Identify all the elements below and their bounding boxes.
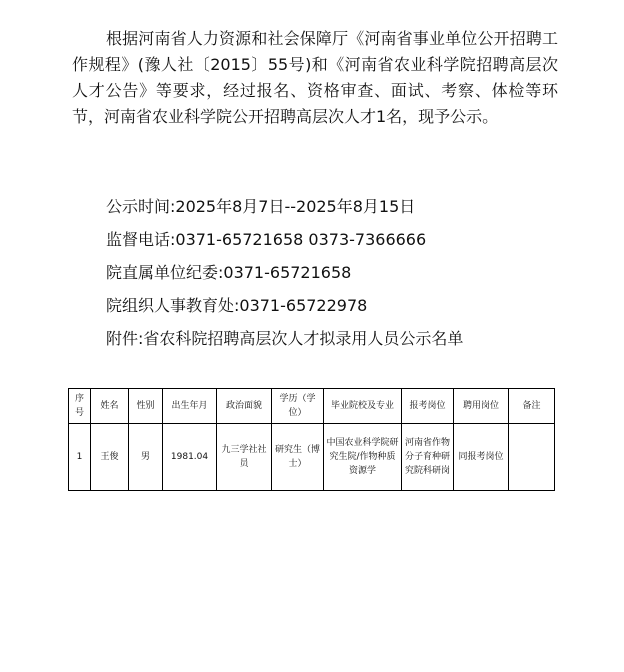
header-cell: 出生年月 <box>163 389 217 424</box>
header-cell: 聘用岗位 <box>454 389 509 424</box>
header-cell: 报考岗位 <box>402 389 454 424</box>
header-cell: 备注 <box>509 389 555 424</box>
table-header-row <box>69 389 555 424</box>
header-cell: 性别 <box>129 389 163 424</box>
header-cell: 学历（学位） <box>272 389 324 424</box>
intro-paragraph: 根据河南省人力资源和社会保障厅《河南省事业单位公开招聘工作规程》(豫人社〔2015〕55号)和《河南省农业科学院招聘高层次人才公告》等要求，经过报名、资格审查、面试、考察、体检等环节，河南省农业科学院公开招聘高层次人才1名，现予公示。 <box>72 29 558 126</box>
table-cell: 研究生（博士） <box>272 424 324 491</box>
announcement-time: 公示时间:2025年8月7日--2025年8月15日 <box>106 197 416 216</box>
table-cell: 同报考岗位 <box>454 424 509 491</box>
table-row <box>69 424 555 491</box>
table-cell: 1981.04 <box>163 424 217 491</box>
header-cell: 政治面貌 <box>217 389 272 424</box>
discipline-committee-phone: 院直属单位纪委:0371-65721658 <box>106 263 352 282</box>
table-cell <box>509 424 555 491</box>
table-cell: 河南省作物分子育种研究院科研岗 <box>402 424 454 491</box>
header-cell: 毕业院校及专业 <box>324 389 402 424</box>
hr-office-phone: 院组织人事教育处:0371-65722978 <box>106 296 368 315</box>
supervision-phone: 监督电话:0371-65721658 0373-7366666 <box>106 230 427 249</box>
table-cell: 1 <box>69 424 91 491</box>
table-cell: 九三学社社员 <box>217 424 272 491</box>
table-cell: 中国农业科学院研究生院/作物种质资源学 <box>324 424 402 491</box>
table-cell: 王俊 <box>91 424 129 491</box>
candidate-table <box>68 388 555 491</box>
table-cell: 男 <box>129 424 163 491</box>
attachment-line: 附件:省农科院招聘高层次人才拟录用人员公示名单 <box>106 329 464 348</box>
header-cell: 序号 <box>69 389 91 424</box>
header-cell: 姓名 <box>91 389 129 424</box>
